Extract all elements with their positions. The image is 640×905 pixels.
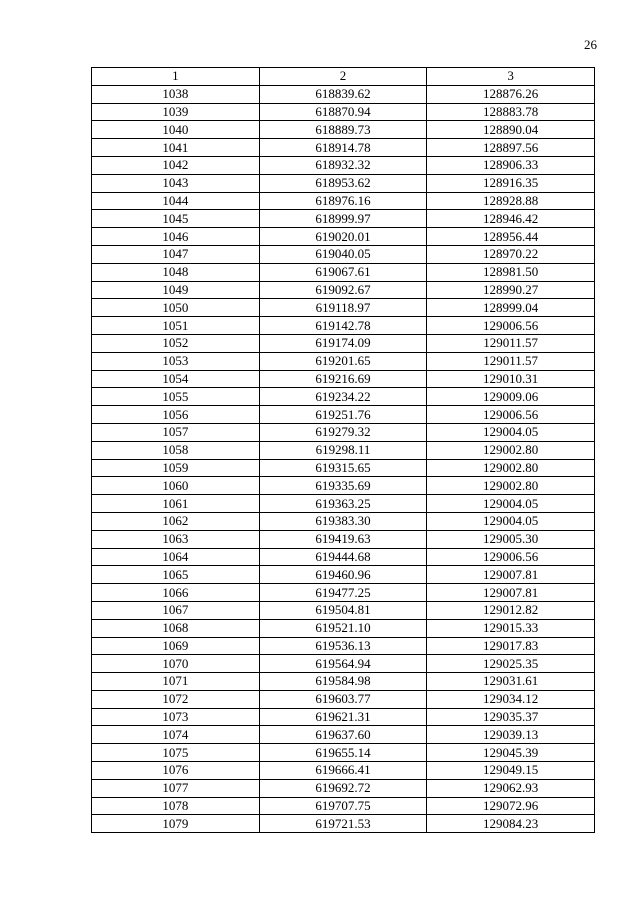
- point-number-cell: 1064: [92, 548, 260, 566]
- point-number-cell: 1054: [92, 370, 260, 388]
- y-coordinate-cell: 129035.37: [427, 708, 595, 726]
- table-row: [92, 317, 595, 335]
- point-number-cell: 1071: [92, 673, 260, 691]
- point-number-cell: 1067: [92, 601, 260, 619]
- y-coordinate-cell: 129007.81: [427, 584, 595, 602]
- x-coordinate-cell: 619666.41: [259, 762, 427, 780]
- table-row: [92, 352, 595, 370]
- y-coordinate-cell: 128876.26: [427, 85, 595, 103]
- y-coordinate-cell: 129025.35: [427, 655, 595, 673]
- y-coordinate-cell: 128897.56: [427, 139, 595, 157]
- point-number-cell: 1062: [92, 512, 260, 530]
- point-number-cell: 1075: [92, 744, 260, 762]
- table-row: [92, 103, 595, 121]
- x-coordinate-cell: 619536.13: [259, 637, 427, 655]
- point-number-cell: 1038: [92, 85, 260, 103]
- x-coordinate-cell: 619603.77: [259, 690, 427, 708]
- y-coordinate-cell: 129031.61: [427, 673, 595, 691]
- y-coordinate-cell: 129011.57: [427, 334, 595, 352]
- table-row: [92, 690, 595, 708]
- table-row: [92, 228, 595, 246]
- y-coordinate-cell: 129009.06: [427, 388, 595, 406]
- point-number-cell: 1068: [92, 619, 260, 637]
- y-coordinate-cell: 129002.80: [427, 441, 595, 459]
- table-row: [92, 299, 595, 317]
- page-number: 26: [584, 37, 597, 52]
- table-row: [92, 530, 595, 548]
- x-coordinate-cell: 618870.94: [259, 103, 427, 121]
- y-coordinate-cell: 129004.05: [427, 512, 595, 530]
- x-coordinate-cell: 619067.61: [259, 263, 427, 281]
- x-coordinate-cell: 619298.11: [259, 441, 427, 459]
- x-coordinate-cell: 619040.05: [259, 245, 427, 263]
- y-coordinate-cell: 129004.05: [427, 495, 595, 513]
- table-row: [92, 121, 595, 139]
- point-number-cell: 1056: [92, 406, 260, 424]
- y-coordinate-cell: 129072.96: [427, 797, 595, 815]
- y-coordinate-cell: 129002.80: [427, 477, 595, 495]
- y-coordinate-cell: 129006.56: [427, 548, 595, 566]
- x-coordinate-cell: 619721.53: [259, 815, 427, 833]
- y-coordinate-cell: 129045.39: [427, 744, 595, 762]
- x-coordinate-cell: 619335.69: [259, 477, 427, 495]
- point-number-cell: 1040: [92, 121, 260, 139]
- point-number-cell: 1052: [92, 334, 260, 352]
- point-number-cell: 1069: [92, 637, 260, 655]
- y-coordinate-cell: 129017.83: [427, 637, 595, 655]
- x-coordinate-cell: 619174.09: [259, 334, 427, 352]
- y-coordinate-cell: 129011.57: [427, 352, 595, 370]
- y-coordinate-cell: 128906.33: [427, 156, 595, 174]
- y-coordinate-cell: 129034.12: [427, 690, 595, 708]
- header-row: [92, 68, 595, 86]
- point-number-cell: 1070: [92, 655, 260, 673]
- x-coordinate-cell: 619201.65: [259, 352, 427, 370]
- point-number-cell: 1050: [92, 299, 260, 317]
- point-number-cell: 1065: [92, 566, 260, 584]
- x-coordinate-cell: 619251.76: [259, 406, 427, 424]
- y-coordinate-cell: 129007.81: [427, 566, 595, 584]
- y-coordinate-cell: 129010.31: [427, 370, 595, 388]
- table-row: [92, 797, 595, 815]
- y-coordinate-cell: 128981.50: [427, 263, 595, 281]
- y-coordinate-cell: 128946.42: [427, 210, 595, 228]
- point-number-cell: 1051: [92, 317, 260, 335]
- table-row: [92, 601, 595, 619]
- point-number-cell: 1066: [92, 584, 260, 602]
- point-number-cell: 1079: [92, 815, 260, 833]
- point-number-cell: 1060: [92, 477, 260, 495]
- x-coordinate-cell: 619621.31: [259, 708, 427, 726]
- table-row: [92, 673, 595, 691]
- x-coordinate-cell: 619383.30: [259, 512, 427, 530]
- x-coordinate-cell: 619419.63: [259, 530, 427, 548]
- x-coordinate-cell: 619444.68: [259, 548, 427, 566]
- y-coordinate-cell: 129002.80: [427, 459, 595, 477]
- x-coordinate-cell: 619142.78: [259, 317, 427, 335]
- point-number-cell: 1076: [92, 762, 260, 780]
- table-row: [92, 512, 595, 530]
- table-row: [92, 726, 595, 744]
- y-coordinate-cell: 128890.04: [427, 121, 595, 139]
- y-coordinate-cell: 128928.88: [427, 192, 595, 210]
- point-number-cell: 1074: [92, 726, 260, 744]
- table-row: [92, 263, 595, 281]
- x-coordinate-cell: 619477.25: [259, 584, 427, 602]
- x-coordinate-cell: 619692.72: [259, 779, 427, 797]
- y-coordinate-cell: 128990.27: [427, 281, 595, 299]
- point-number-cell: 1044: [92, 192, 260, 210]
- table-row: [92, 139, 595, 157]
- x-coordinate-cell: 619234.22: [259, 388, 427, 406]
- point-number-cell: 1078: [92, 797, 260, 815]
- point-number-cell: 1046: [92, 228, 260, 246]
- x-coordinate-cell: 618932.32: [259, 156, 427, 174]
- table-row: [92, 441, 595, 459]
- table-row: [92, 548, 595, 566]
- x-coordinate-cell: 619020.01: [259, 228, 427, 246]
- point-number-cell: 1061: [92, 495, 260, 513]
- table-row: [92, 406, 595, 424]
- x-coordinate-cell: 619584.98: [259, 673, 427, 691]
- point-number-cell: 1049: [92, 281, 260, 299]
- x-coordinate-cell: 619363.25: [259, 495, 427, 513]
- point-number-cell: 1043: [92, 174, 260, 192]
- x-coordinate-cell: 618914.78: [259, 139, 427, 157]
- x-coordinate-cell: 619707.75: [259, 797, 427, 815]
- y-coordinate-cell: 129049.15: [427, 762, 595, 780]
- x-coordinate-cell: 619118.97: [259, 299, 427, 317]
- y-coordinate-cell: 129005.30: [427, 530, 595, 548]
- table-row: [92, 637, 595, 655]
- x-coordinate-cell: 619564.94: [259, 655, 427, 673]
- table-row: [92, 423, 595, 441]
- table-row: [92, 245, 595, 263]
- table-row: [92, 566, 595, 584]
- point-number-cell: 1072: [92, 690, 260, 708]
- table-row: [92, 388, 595, 406]
- y-coordinate-cell: 128970.22: [427, 245, 595, 263]
- table-row: [92, 477, 595, 495]
- x-coordinate-cell: 619504.81: [259, 601, 427, 619]
- x-coordinate-cell: 619521.10: [259, 619, 427, 637]
- y-coordinate-cell: 129084.23: [427, 815, 595, 833]
- x-coordinate-cell: 618999.97: [259, 210, 427, 228]
- table-row: [92, 370, 595, 388]
- point-number-cell: 1057: [92, 423, 260, 441]
- table-row: [92, 174, 595, 192]
- column-header: 1: [92, 68, 260, 86]
- x-coordinate-cell: 619655.14: [259, 744, 427, 762]
- y-coordinate-cell: 128999.04: [427, 299, 595, 317]
- y-coordinate-cell: 129004.05: [427, 423, 595, 441]
- point-number-cell: 1042: [92, 156, 260, 174]
- table-row: [92, 210, 595, 228]
- table-row: [92, 655, 595, 673]
- y-coordinate-cell: 129012.82: [427, 601, 595, 619]
- x-coordinate-cell: 618976.16: [259, 192, 427, 210]
- y-coordinate-cell: 129006.56: [427, 317, 595, 335]
- table-row: [92, 459, 595, 477]
- point-number-cell: 1077: [92, 779, 260, 797]
- table-row: [92, 744, 595, 762]
- table-row: [92, 334, 595, 352]
- y-coordinate-cell: 129062.93: [427, 779, 595, 797]
- x-coordinate-cell: 619460.96: [259, 566, 427, 584]
- table-row: [92, 619, 595, 637]
- column-header: 3: [427, 68, 595, 86]
- x-coordinate-cell: 619279.32: [259, 423, 427, 441]
- table-row: [92, 495, 595, 513]
- point-number-cell: 1053: [92, 352, 260, 370]
- point-number-cell: 1073: [92, 708, 260, 726]
- y-coordinate-cell: 128883.78: [427, 103, 595, 121]
- table-row: [92, 281, 595, 299]
- table-row: [92, 192, 595, 210]
- y-coordinate-cell: 129015.33: [427, 619, 595, 637]
- x-coordinate-cell: 619092.67: [259, 281, 427, 299]
- y-coordinate-cell: 129006.56: [427, 406, 595, 424]
- table-row: [92, 584, 595, 602]
- x-coordinate-cell: 619216.69: [259, 370, 427, 388]
- x-coordinate-cell: 618889.73: [259, 121, 427, 139]
- coordinates-table: [91, 67, 595, 833]
- x-coordinate-cell: 618953.62: [259, 174, 427, 192]
- point-number-cell: 1041: [92, 139, 260, 157]
- table-row: [92, 156, 595, 174]
- point-number-cell: 1047: [92, 245, 260, 263]
- y-coordinate-cell: 128916.35: [427, 174, 595, 192]
- y-coordinate-cell: 129039.13: [427, 726, 595, 744]
- point-number-cell: 1058: [92, 441, 260, 459]
- table-row: [92, 708, 595, 726]
- x-coordinate-cell: 619315.65: [259, 459, 427, 477]
- point-number-cell: 1059: [92, 459, 260, 477]
- x-coordinate-cell: 619637.60: [259, 726, 427, 744]
- point-number-cell: 1063: [92, 530, 260, 548]
- point-number-cell: 1048: [92, 263, 260, 281]
- table-row: [92, 779, 595, 797]
- y-coordinate-cell: 128956.44: [427, 228, 595, 246]
- table-row: [92, 762, 595, 780]
- table-row: [92, 85, 595, 103]
- x-coordinate-cell: 618839.62: [259, 85, 427, 103]
- point-number-cell: 1039: [92, 103, 260, 121]
- table-row: [92, 815, 595, 833]
- point-number-cell: 1045: [92, 210, 260, 228]
- table-body: [92, 85, 595, 832]
- point-number-cell: 1055: [92, 388, 260, 406]
- column-header: 2: [259, 68, 427, 86]
